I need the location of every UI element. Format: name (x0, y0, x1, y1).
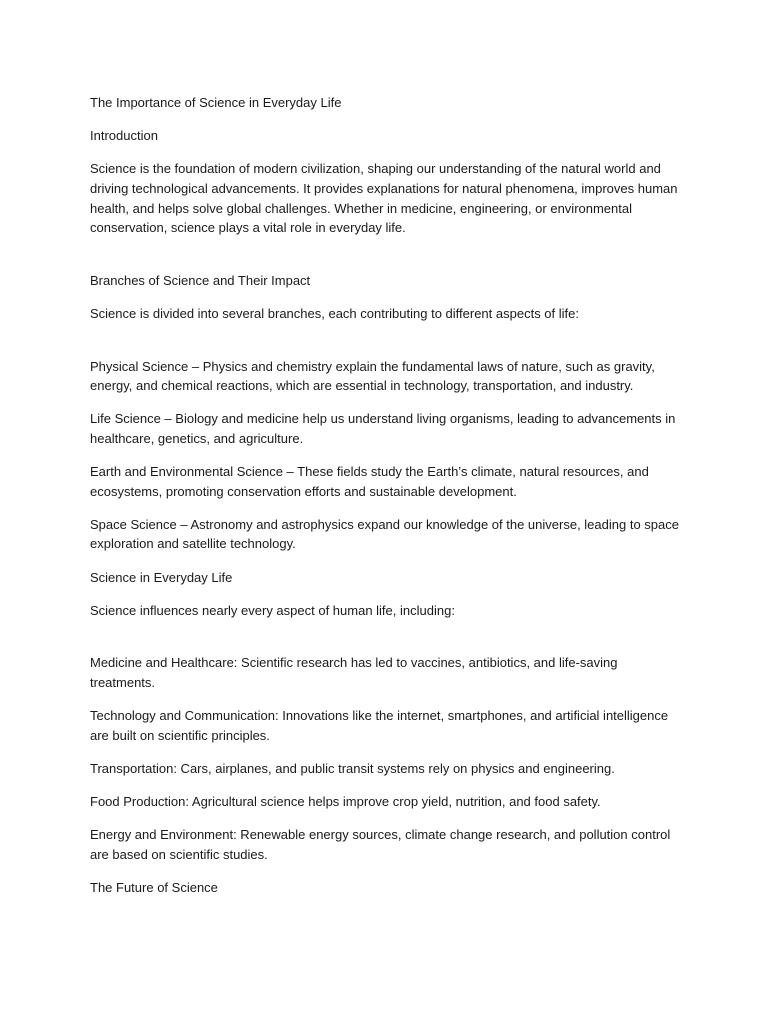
intro-paragraph: Science is the foundation of modern civilization, shaping our understanding of the natural world and driving technological advancements. It provides explanations for natural phenomena, improves human health, and helps solve global challenges. Whether in medicine, engineering, or environmental conservation, science plays a vital role in everyday life. (90, 161, 678, 236)
branches-intro: Science is divided into several branches, each contributing to different aspects of life: (90, 305, 579, 321)
branch-earth-science: Earth and Environmental Science – These fields study the Earth’s climate, natural resources, and ecosystems, promoting conservation efforts and sustainable development. (90, 464, 649, 499)
branch-life-science: Life Science – Biology and medicine help us understand living organisms, leading to advancements in healthcare, genetics, and agriculture. (90, 411, 676, 446)
branch-space-science: Space Science – Astronomy and astrophysics expand our knowledge of the universe, leading to space exploration and satellite technology. (90, 516, 679, 552)
everyday-heading: Science in Everyday Life (90, 569, 233, 585)
document-title: The Importance of Science in Everyday Life (90, 95, 342, 110)
everyday-item-technology: Technology and Communication: Innovations like the internet, smartphones, and artificial intelligence are built on scientific principles. (90, 708, 669, 743)
everyday-intro: Science influences nearly every aspect of human life, including: (90, 602, 455, 618)
intro-heading: Introduction (90, 128, 158, 144)
branch-physical-science: Physical Science – Physics and chemistry explain the fundamental laws of nature, such as gravity, energy, and chemical reactions, which are essential in technology, transportation, and industry. (90, 358, 655, 394)
everyday-item-energy: Energy and Environment: Renewable energy sources, climate change research, and pollution control are based on scientific studies. (90, 827, 671, 862)
everyday-item-transportation: Transportation: Cars, airplanes, and public transit systems rely on physics and engineering. (90, 761, 615, 776)
document-body (90, 93, 680, 898)
everyday-item-food: Food Production: Agricultural science helps improve crop yield, nutrition, and food safety. (90, 794, 601, 810)
everyday-item-medicine: Medicine and Healthcare: Scientific research has led to vaccines, antibiotics, and life-saving treatments. (90, 655, 618, 691)
future-heading: The Future of Science (90, 880, 218, 896)
branches-heading: Branches of Science and Their Impact (90, 272, 311, 288)
